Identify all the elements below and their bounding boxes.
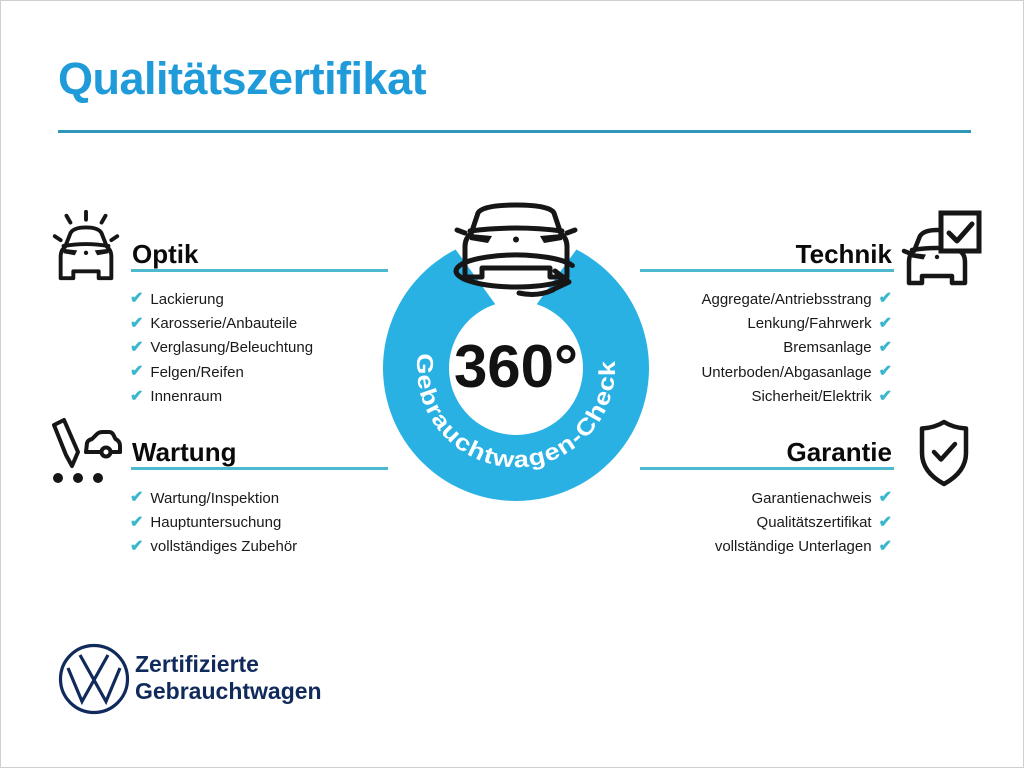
check-icon: ✔: [130, 387, 144, 405]
checklist-item: [130, 385, 313, 409]
section-rule-garantie: [640, 467, 894, 470]
checklist-item-label: Garantienachweis: [751, 489, 872, 507]
checklist-wartung: [130, 486, 297, 559]
car-checkbox-icon: [901, 207, 985, 291]
car-rotation-icon: [456, 205, 575, 294]
check-icon: ✔: [130, 338, 144, 356]
check-icon: ✔: [130, 513, 144, 531]
car-shine-icon: [47, 205, 125, 285]
check-icon: ✔: [878, 314, 892, 332]
check-icon: ✔: [878, 489, 892, 507]
checklist-item-label: Sicherheit/Elektrik: [751, 388, 872, 406]
section-title-technik: Technik: [795, 239, 892, 269]
brand-line-1: Zertifizierte: [135, 651, 259, 677]
checklist-item-label: Wartung/Inspektion: [150, 489, 280, 507]
section-rule-wartung: [131, 467, 388, 470]
section-title-optik: Optik: [132, 239, 199, 269]
checklist-optik: [130, 287, 313, 409]
checklist-item: [130, 535, 297, 559]
checklist-item: [130, 360, 313, 384]
checklist-item-label: Aggregate/Antriebsstrang: [701, 290, 872, 308]
check-icon: ✔: [130, 489, 144, 507]
checklist-item-label: vollständiges Zubehör: [150, 538, 298, 556]
checklist-item-label: Karosserie/Anbauteile: [150, 315, 298, 333]
checklist-item-label: Lenkung/Fahrwerk: [747, 315, 872, 333]
section-rule-technik: [640, 269, 894, 272]
checklist-item-label: Innenraum: [150, 388, 223, 406]
check-icon: ✔: [878, 537, 892, 555]
checklist-item-label: Felgen/Reifen: [150, 363, 244, 381]
ring-label: Gebrauchtwagen-Check: [411, 352, 621, 473]
section-rule-optik: [131, 269, 388, 272]
brand-line-2: Gebrauchtwagen: [135, 678, 322, 704]
section-title-garantie: Garantie: [786, 437, 892, 467]
check-icon: ✔: [130, 363, 144, 381]
checklist-item-label: Bremsanlage: [783, 339, 872, 357]
check-icon: ✔: [878, 363, 892, 381]
check-icon: ✔: [878, 513, 892, 531]
checklist-item-label: Verglasung/Beleuchtung: [150, 339, 314, 357]
checklist-item: [130, 336, 313, 360]
checklist-item: [592, 510, 892, 534]
check-icon: ✔: [130, 537, 144, 555]
page-title: Qualitätszertifikat: [58, 53, 427, 104]
check-icon: ✔: [130, 314, 144, 332]
section-title-wartung: Wartung: [132, 437, 237, 467]
checklist-item-label: vollständige Unterlagen: [714, 538, 872, 556]
title-rule: [58, 130, 971, 133]
check-icon: ✔: [878, 387, 892, 405]
service-checklist-icon: [41, 411, 123, 491]
checklist-item-label: Unterboden/Abgasanlage: [701, 363, 872, 381]
checklist-item: [130, 510, 297, 534]
check-icon: ✔: [130, 290, 144, 308]
checklist-item: [130, 486, 297, 510]
badge-360-value: 360°: [453, 333, 579, 400]
check-icon: ✔: [878, 338, 892, 356]
vw-logo: [56, 641, 132, 717]
shield-check-icon: [907, 415, 981, 493]
checklist-item: [130, 311, 313, 335]
checklist-item-label: Qualitätszertifikat: [756, 514, 872, 532]
check-icon: ✔: [878, 290, 892, 308]
checklist-item: [130, 287, 313, 311]
checklist-item-label: Hauptuntersuchung: [150, 514, 282, 532]
checklist-item: [592, 535, 892, 559]
checklist-item-label: Lackierung: [150, 290, 224, 308]
brand-text: [135, 651, 322, 705]
